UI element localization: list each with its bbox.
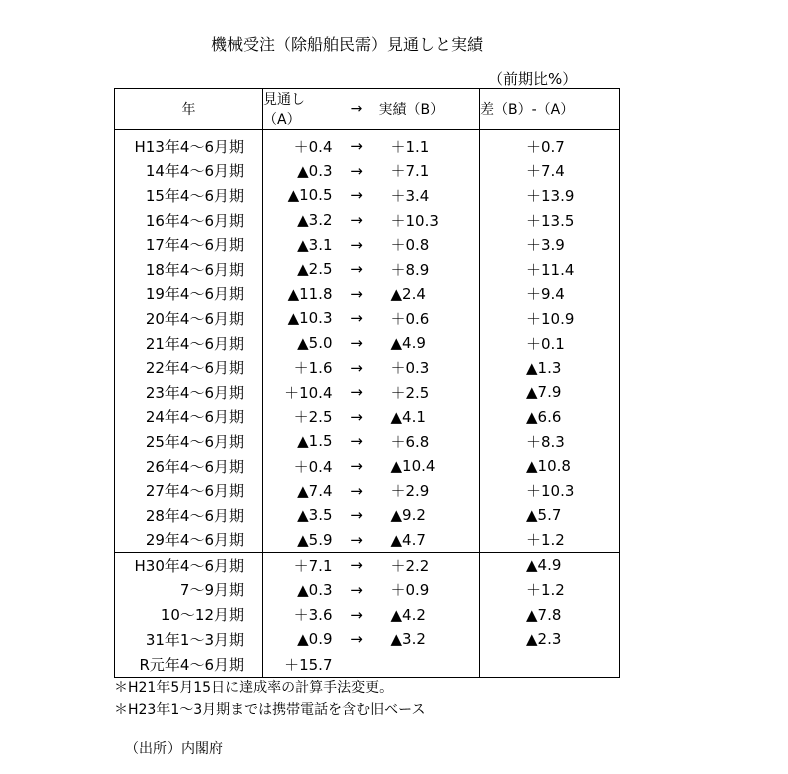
cell-arrow: → bbox=[350, 309, 363, 328]
note-item: ＊H21年5月15日に達成率の計算手法変更。 bbox=[114, 680, 394, 696]
cell-year: 18年4～6月期 bbox=[115, 257, 263, 282]
cell-year: 21年4～6月期 bbox=[115, 331, 263, 356]
cell-year: H30年4～6月期 bbox=[115, 553, 263, 578]
table-row bbox=[115, 478, 620, 503]
table-body bbox=[115, 130, 620, 678]
cell-actual: ＋6.8 bbox=[379, 429, 480, 454]
table-row bbox=[115, 578, 620, 603]
cell-year: 20年4～6月期 bbox=[115, 306, 263, 331]
cell-year: 26年4～6月期 bbox=[115, 454, 263, 479]
cell-actual: ▲9.2 bbox=[379, 503, 480, 528]
header-arrow: → bbox=[335, 89, 379, 130]
cell-actual: ▲10.4 bbox=[379, 454, 480, 479]
cell-actual: ＋8.9 bbox=[379, 257, 480, 282]
cell-expected: ▲10.3 bbox=[287, 309, 333, 328]
cell-actual: ▲2.4 bbox=[379, 282, 480, 307]
cell-diff: ＋13.9 bbox=[480, 183, 620, 208]
cell-diff: ▲7.9 bbox=[480, 380, 620, 405]
cell-actual: ＋0.3 bbox=[379, 355, 480, 380]
cell-actual: ▲4.7 bbox=[379, 528, 480, 553]
cell-year: 19年4～6月期 bbox=[115, 282, 263, 307]
table-row bbox=[115, 651, 620, 678]
cell-expected: ▲3.1 bbox=[297, 235, 333, 254]
cell-diff: ＋13.5 bbox=[480, 208, 620, 233]
cell-expected: ＋0.4 bbox=[293, 457, 333, 476]
cell-diff: ▲10.8 bbox=[480, 454, 620, 479]
cell-year: 29年4～6月期 bbox=[115, 528, 263, 553]
cell-year: 7～9月期 bbox=[115, 578, 263, 603]
cell-year: 25年4～6月期 bbox=[115, 429, 263, 454]
cell-arrow: → bbox=[350, 358, 363, 377]
cell-expected: ＋1.6 bbox=[293, 359, 333, 378]
cell-expected: ＋15.7 bbox=[263, 651, 335, 678]
cell-arrow: → bbox=[350, 432, 363, 451]
cell-arrow: → bbox=[350, 284, 363, 303]
cell-year: 27年4～6月期 bbox=[115, 478, 263, 503]
cell-diff: ＋3.9 bbox=[480, 232, 620, 257]
cell-expected: ▲2.5 bbox=[297, 260, 333, 279]
table-row bbox=[115, 454, 620, 479]
table-row bbox=[115, 208, 620, 233]
table-row bbox=[115, 355, 620, 380]
unit-label: （前期比%） bbox=[488, 70, 578, 88]
cell-expected: ▲0.9 bbox=[297, 630, 333, 649]
page-title: 機械受注（除船舶民需）見通しと実績 bbox=[211, 35, 484, 54]
cell-actual: ＋2.9 bbox=[379, 478, 480, 503]
cell-diff: ＋10.3 bbox=[480, 478, 620, 503]
note-item: ＊H23年1～3月期までは携帯電話を含む旧ベース bbox=[114, 702, 426, 718]
cell-actual: ＋0.6 bbox=[379, 306, 480, 331]
table-row bbox=[115, 602, 620, 627]
cell-arrow: → bbox=[350, 161, 363, 180]
table-row bbox=[115, 528, 620, 553]
cell-expected: ＋3.6 bbox=[293, 606, 333, 625]
cell-expected: ▲3.2 bbox=[297, 211, 333, 230]
table-row bbox=[115, 627, 620, 652]
header-year: 年 bbox=[115, 89, 263, 130]
cell-arrow: → bbox=[350, 137, 363, 156]
header-expected: 見通し（A） bbox=[263, 89, 335, 130]
cell-diff: ▲6.6 bbox=[480, 405, 620, 430]
header-actual: 実績（B） bbox=[379, 89, 480, 130]
cell-expected: ▲11.8 bbox=[287, 284, 333, 303]
cell-arrow: → bbox=[350, 580, 363, 599]
table-row bbox=[115, 553, 620, 578]
source-label: （出所）内閣府 bbox=[125, 741, 223, 757]
cell-year: 17年4～6月期 bbox=[115, 232, 263, 257]
cell-year: 10～12月期 bbox=[115, 602, 263, 627]
cell-diff: ＋1.2 bbox=[480, 578, 620, 603]
cell-year: 15年4～6月期 bbox=[115, 183, 263, 208]
cell-arrow: → bbox=[335, 553, 379, 578]
cell-arrow: → bbox=[350, 630, 363, 649]
cell-arrow: → bbox=[350, 605, 363, 624]
cell-arrow: → bbox=[350, 407, 363, 426]
cell-diff: ＋9.4 bbox=[480, 282, 620, 307]
cell-actual bbox=[379, 651, 480, 678]
cell-actual: ＋3.4 bbox=[379, 183, 480, 208]
cell-year: 23年4～6月期 bbox=[115, 380, 263, 405]
cell-diff: ＋1.2 bbox=[480, 528, 620, 553]
cell-arrow: → bbox=[350, 211, 363, 230]
cell-expected: ▲1.5 bbox=[297, 432, 333, 451]
notes bbox=[114, 677, 425, 721]
cell-diff: ▲4.9 bbox=[480, 553, 620, 578]
cell-diff: ＋11.4 bbox=[480, 257, 620, 282]
cell-expected: ▲0.3 bbox=[297, 580, 333, 599]
table-row bbox=[115, 306, 620, 331]
table-row bbox=[115, 183, 620, 208]
cell-year: 31年1～3月期 bbox=[115, 627, 263, 652]
cell-expected: ＋2.5 bbox=[293, 408, 333, 427]
cell-diff: ＋0.1 bbox=[480, 331, 620, 356]
cell-year: R元年4～6月期 bbox=[115, 651, 263, 678]
cell-arrow: → bbox=[350, 235, 363, 254]
cell-arrow: → bbox=[350, 383, 363, 402]
cell-arrow: → bbox=[350, 481, 363, 500]
cell-diff: ＋0.7 bbox=[480, 130, 620, 159]
cell-diff: ＋8.3 bbox=[480, 429, 620, 454]
table-row bbox=[115, 405, 620, 430]
table-row bbox=[115, 331, 620, 356]
cell-year: 22年4～6月期 bbox=[115, 355, 263, 380]
cell-actual: ＋10.3 bbox=[379, 208, 480, 233]
table-row bbox=[115, 232, 620, 257]
cell-diff bbox=[480, 651, 620, 678]
table-row bbox=[115, 257, 620, 282]
cell-diff: ▲2.3 bbox=[480, 627, 620, 652]
cell-actual: ＋0.8 bbox=[379, 232, 480, 257]
cell-actual: ＋2.5 bbox=[379, 380, 480, 405]
cell-diff: ＋10.9 bbox=[480, 306, 620, 331]
cell-actual: ▲4.2 bbox=[379, 602, 480, 627]
cell-expected: ▲0.3 bbox=[297, 161, 333, 180]
cell-expected: ＋7.1 bbox=[263, 553, 335, 578]
cell-expected: ▲10.5 bbox=[287, 186, 333, 205]
cell-year: H13年4～6月期 bbox=[115, 130, 263, 159]
cell-diff: ▲1.3 bbox=[480, 355, 620, 380]
cell-actual: ▲4.1 bbox=[379, 405, 480, 430]
cell-arrow: → bbox=[350, 457, 363, 476]
cell-year: 28年4～6月期 bbox=[115, 503, 263, 528]
table-row bbox=[115, 429, 620, 454]
cell-arrow bbox=[335, 651, 379, 678]
cell-arrow: → bbox=[350, 260, 363, 279]
cell-expected: ▲5.9 bbox=[297, 530, 333, 549]
cell-diff: ▲5.7 bbox=[480, 503, 620, 528]
cell-arrow: → bbox=[350, 530, 363, 549]
cell-expected: ▲5.0 bbox=[297, 334, 333, 353]
cell-actual: ▲3.2 bbox=[379, 627, 480, 652]
table-row bbox=[115, 380, 620, 405]
cell-year: 14年4～6月期 bbox=[115, 159, 263, 184]
cell-actual: ＋7.1 bbox=[379, 159, 480, 184]
cell-actual: ▲4.9 bbox=[379, 331, 480, 356]
table-row bbox=[115, 282, 620, 307]
cell-expected: ＋10.4 bbox=[284, 383, 333, 402]
forecast-table bbox=[114, 88, 620, 678]
header-diff: 差（B）-（A） bbox=[480, 89, 620, 130]
cell-arrow: → bbox=[350, 186, 363, 205]
table-row bbox=[115, 159, 620, 184]
cell-actual: ＋2.2 bbox=[379, 553, 480, 578]
cell-expected: ＋0.4 bbox=[293, 137, 333, 156]
cell-diff: ＋7.4 bbox=[480, 159, 620, 184]
table-row bbox=[115, 130, 620, 159]
cell-expected: ▲3.5 bbox=[297, 506, 333, 525]
cell-actual: ＋1.1 bbox=[379, 130, 480, 159]
cell-year: 16年4～6月期 bbox=[115, 208, 263, 233]
table-header-row bbox=[115, 89, 620, 130]
cell-arrow: → bbox=[350, 506, 363, 525]
cell-diff: ▲7.8 bbox=[480, 602, 620, 627]
cell-year: 24年4～6月期 bbox=[115, 405, 263, 430]
cell-actual: ＋0.9 bbox=[379, 578, 480, 603]
cell-expected: ▲7.4 bbox=[297, 481, 333, 500]
cell-arrow: → bbox=[350, 334, 363, 353]
table-row bbox=[115, 503, 620, 528]
